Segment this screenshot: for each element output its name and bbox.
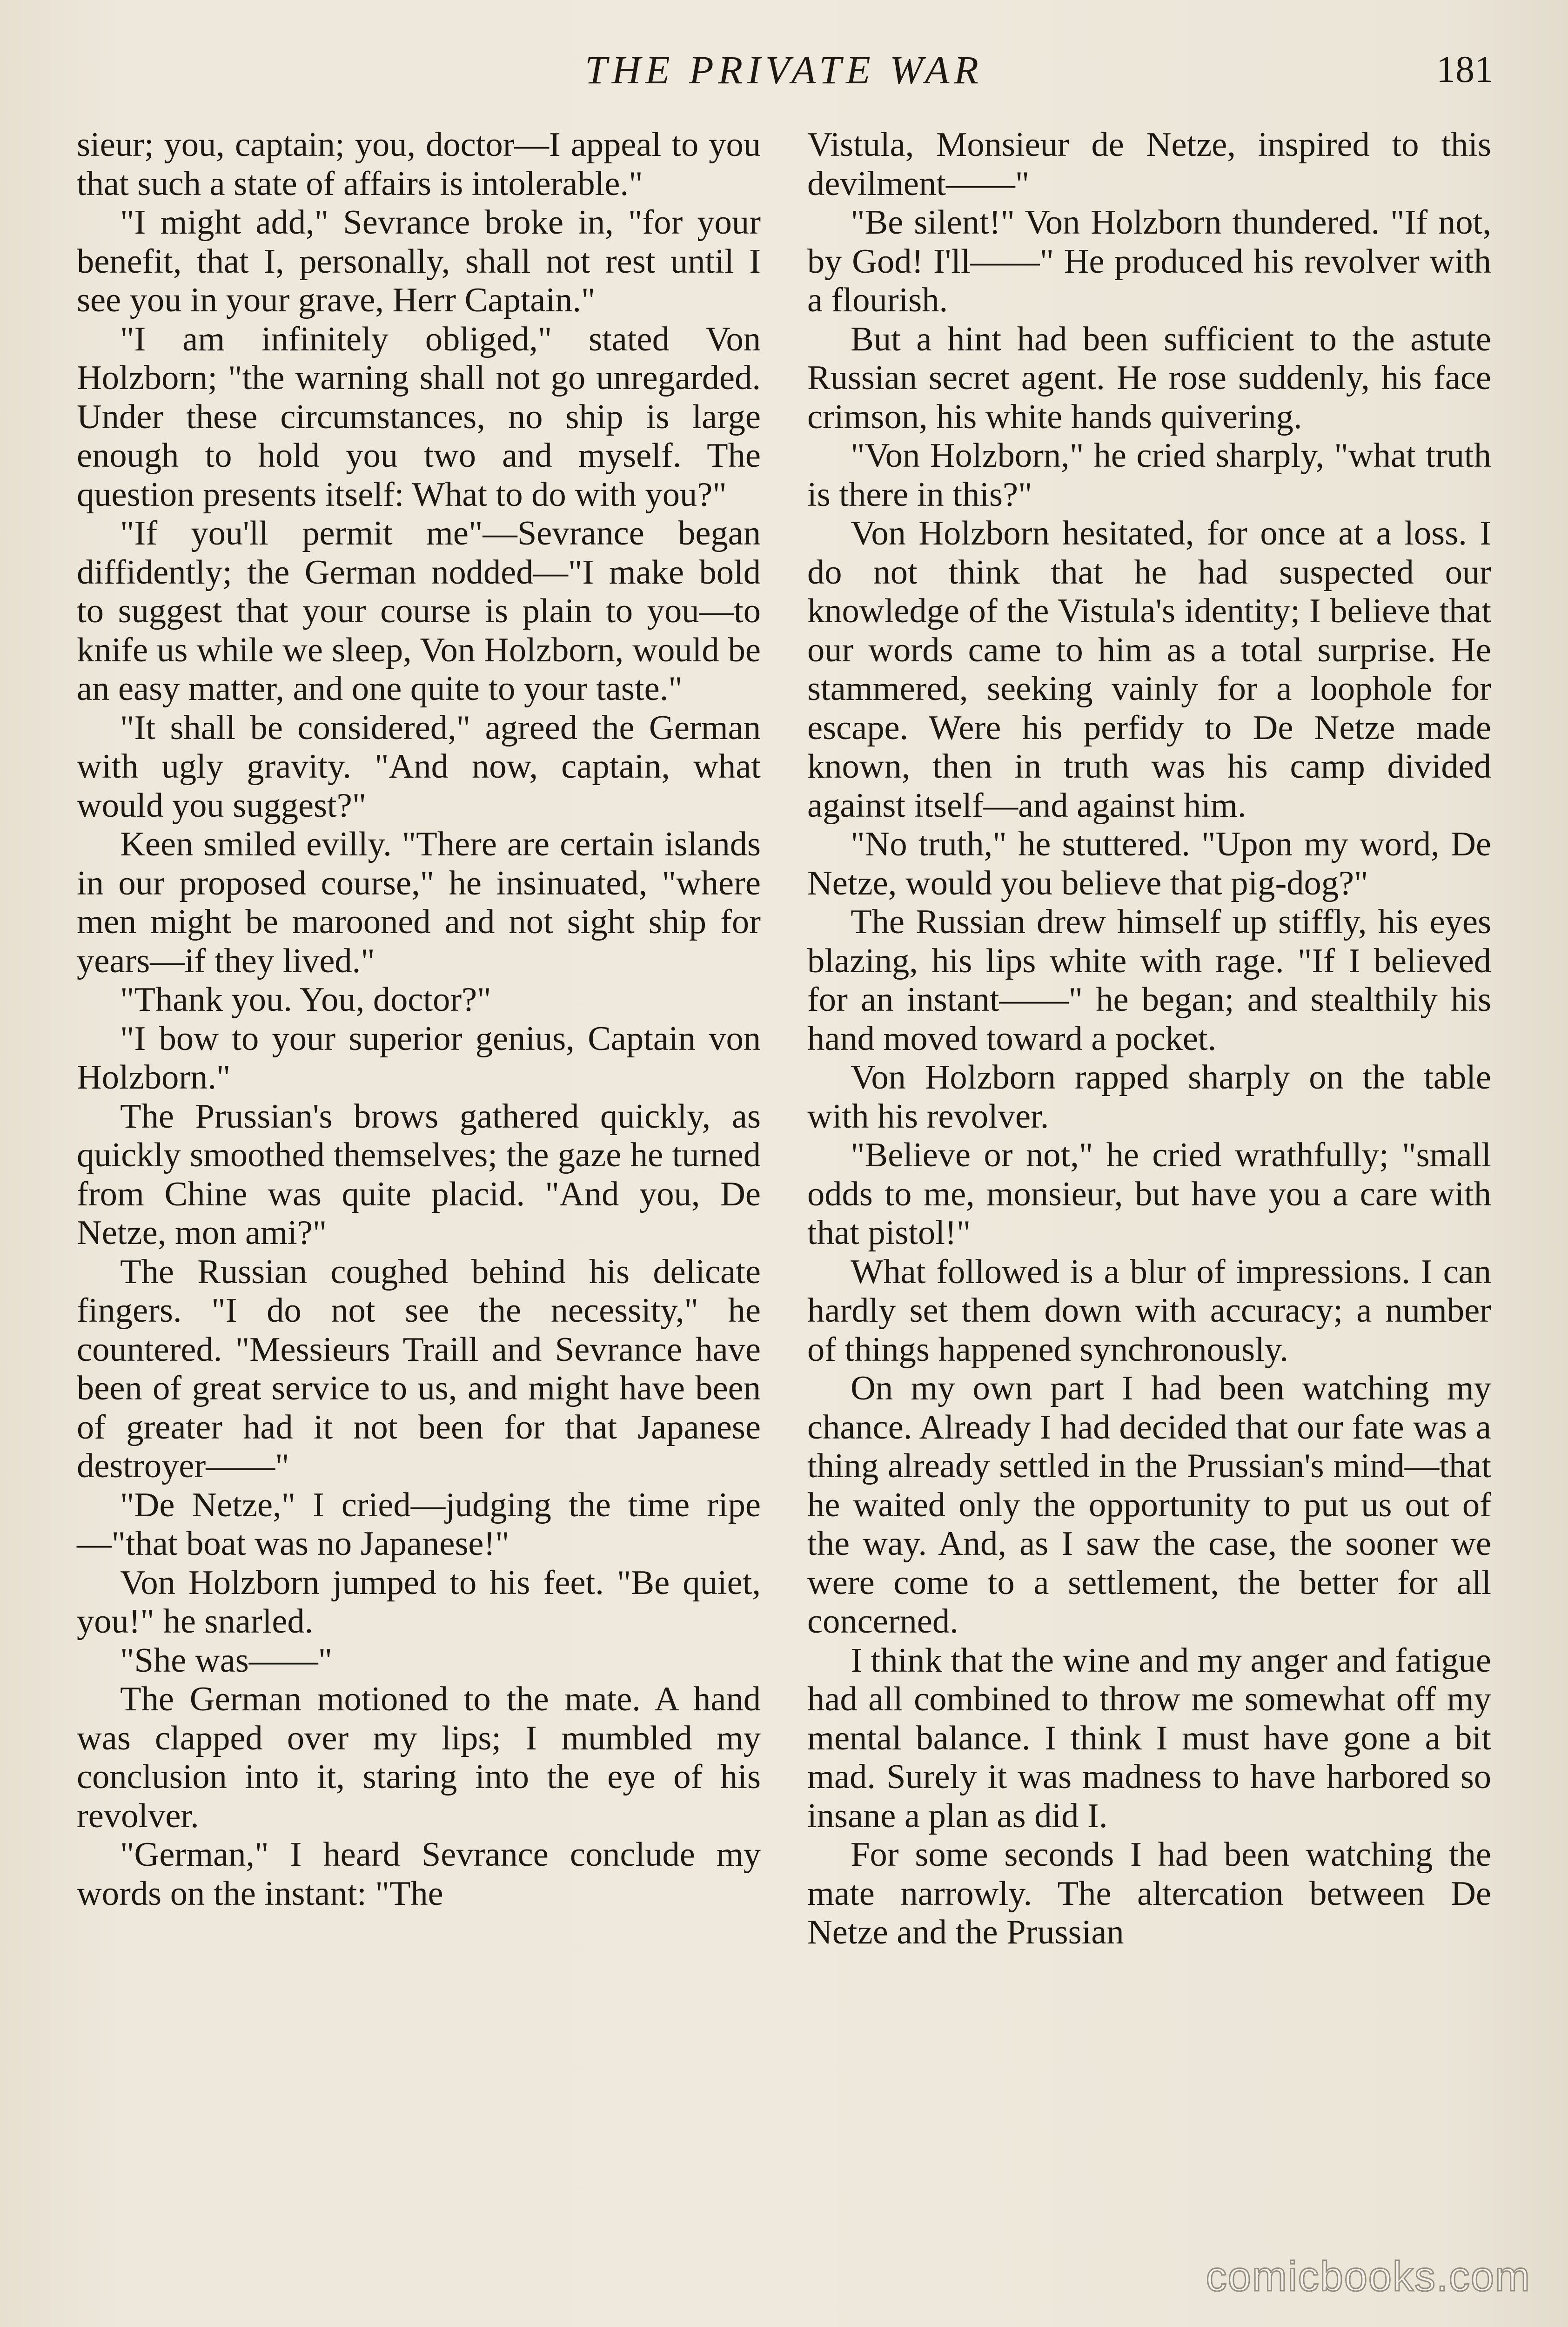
watermark: comicbooks.com [1206, 2253, 1531, 2300]
paragraph: "I might add," Sevrance broke in, "for your benefit, that I, personally, shall not rest until I see you in your grave, Herr Captain." [77, 203, 761, 319]
right-column [807, 126, 1491, 2264]
paragraph: sieur; you, captain; you, doctor—I appeal to you that such a state of affairs is intolerable." [77, 126, 761, 203]
paragraph: "If you'll permit me"—Sevrance began diffidently; the German nodded—"I make bold to suggest that your course is plain to you—to knife us while we sleep, Von Holzborn, would be an easy matter, and one quite to your taste." [77, 514, 761, 708]
paragraph: "No truth," he stuttered. "Upon my word, De Netze, would you believe that pig-dog?" [807, 825, 1491, 902]
paragraph: On my own part I had been watching my chance. Already I had decided that our fate was a thing already settled in the Prussian's mind—that he waited only the opportunity to put us out of the way. And, as I saw the case, the sooner we were come to a settlement, the better for all concerned. [807, 1369, 1491, 1641]
text-columns [77, 126, 1491, 2264]
paragraph: The Prussian's brows gathered quickly, as quickly smoothed themselves; the gaze he turned from Chine was quite placid. "And you, De Netze, mon ami?" [77, 1097, 761, 1252]
paragraph: "De Netze," I cried—judging the time ripe—"that boat was no Japanese!" [77, 1486, 761, 1563]
paragraph: But a hint had been sufficient to the astute Russian secret agent. He rose suddenly, his face crimson, his white hands quivering. [807, 320, 1491, 436]
paragraph: Von Holzborn hesitated, for once at a loss. I do not think that he had suspected our knowledge of the Vistula's identity; I believe that our words came to him as a total surprise. He stammered, seeking vainly for a loophole for escape. Were his perfidy to De Netze made known, then in truth was his camp divided against itself—and against him. [807, 514, 1491, 825]
paragraph: Keen smiled evilly. "There are certain islands in our proposed course," he insinuated, "where men might be marooned and not sight ship for years—if they lived." [77, 825, 761, 980]
paragraph: The Russian drew himself up stiffly, his eyes blazing, his lips white with rage. "If I believed for an instant——" he began; and stealthily his hand moved toward a pocket. [807, 903, 1491, 1058]
paragraph: "Von Holzborn," he cried sharply, "what truth is there in this?" [807, 437, 1491, 514]
paragraph: For some seconds I had been watching the mate narrowly. The altercation between De Netze and the Prussian [807, 1836, 1491, 1951]
paragraph: "Be silent!" Von Holzborn thundered. "If not, by God! I'll——" He produced his revolver with a flourish. [807, 203, 1491, 319]
paragraph: I think that the wine and my anger and fatigue had all combined to throw me somewhat off my mental balance. I think I must have gone a bit mad. Surely it was madness to have harbored so insane a plan as did I. [807, 1641, 1491, 1835]
paragraph: The Russian coughed behind his delicate fingers. "I do not see the necessity," he countered. "Messieurs Traill and Sevrance have been of great service to us, and might have been of greater had it not been for that Japanese destroyer——" [77, 1252, 761, 1485]
page-header [0, 47, 1568, 98]
page-number: 181 [1436, 48, 1494, 90]
paragraph: "I am infinitely obliged," stated Von Holzborn; "the warning shall not go unregarded. Under these circumstances, no ship is large enough to hold you two and myself. The question presents itself: What to do with you?" [77, 320, 761, 514]
paragraph: "She was——" [120, 1641, 333, 1680]
paragraph: The German motioned to the mate. A hand was clapped over my lips; I mumbled my conclusion into it, staring into the eye of his revolver. [77, 1680, 761, 1835]
paragraph: Vistula, Monsieur de Netze, inspired to this devilment——" [807, 126, 1491, 203]
left-column [77, 126, 761, 2264]
paragraph: "German," I heard Sevrance conclude my words on the instant: "The [77, 1836, 761, 1913]
paragraph: Von Holzborn jumped to his feet. "Be quiet, you!" he snarled. [77, 1563, 761, 1641]
paragraph: "It shall be considered," agreed the German with ugly gravity. "And now, captain, what would you suggest?" [77, 708, 761, 825]
running-title: THE PRIVATE WAR [585, 47, 983, 92]
paragraph: What followed is a blur of impressions. I can hardly set them down with accuracy; a number of things happened synchronously. [807, 1252, 1491, 1369]
paragraph: "Believe or not," he cried wrathfully; "small odds to me, monsieur, but have you a care with that pistol!" [807, 1136, 1491, 1252]
paragraph: Von Holzborn rapped sharply on the table with his revolver. [807, 1058, 1491, 1136]
paragraph: "I bow to your superior genius, Captain von Holzborn." [77, 1019, 761, 1096]
paragraph: "Thank you. You, doctor?" [120, 981, 491, 1019]
